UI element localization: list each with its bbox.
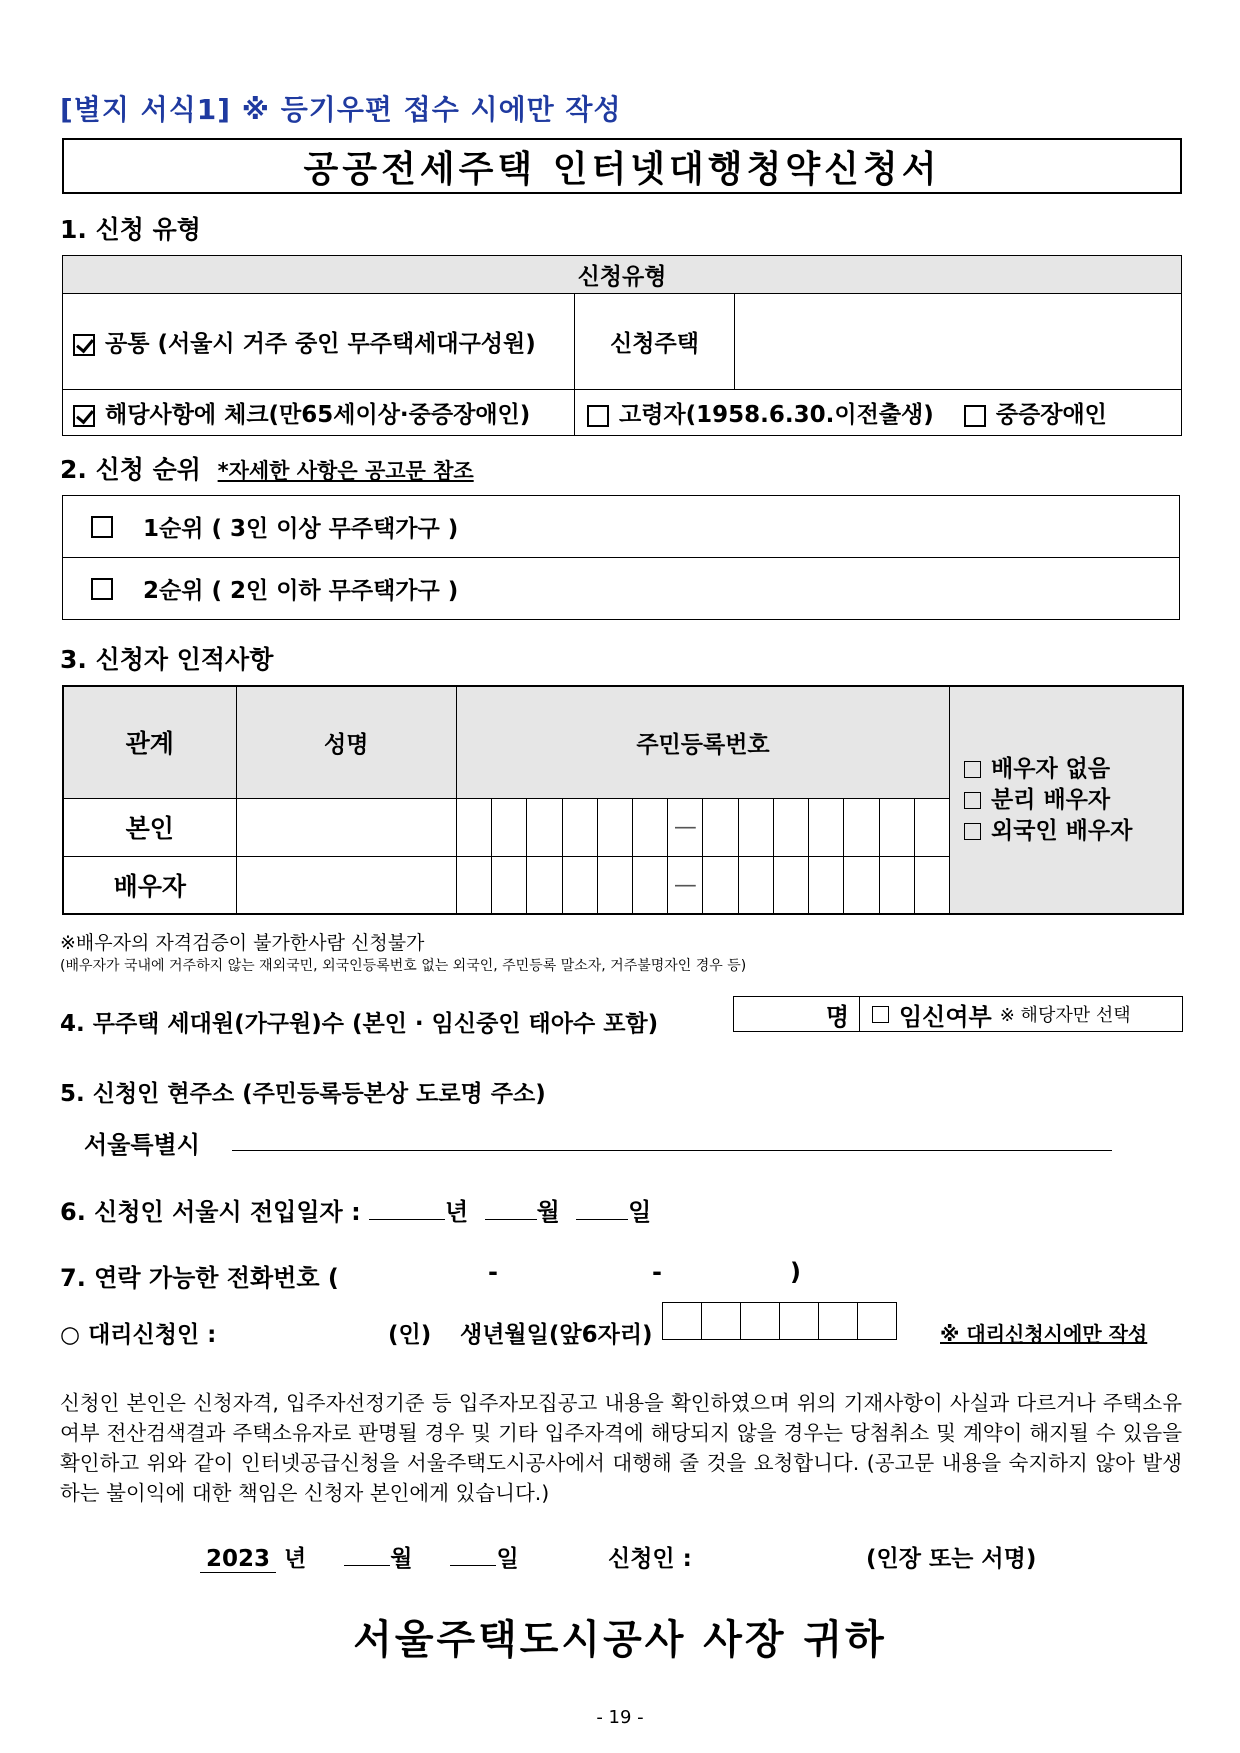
agent-note: ※ 대리신청시에만 작성 xyxy=(940,1322,1148,1346)
id-digit[interactable] xyxy=(492,856,527,914)
id-digit[interactable] xyxy=(914,798,949,856)
id-digit[interactable] xyxy=(597,798,632,856)
spouse-options-cell xyxy=(950,686,1183,914)
no-spouse-label: 배우자 없음 xyxy=(991,755,1111,782)
id-digit[interactable] xyxy=(562,856,597,914)
special-check-label: 해당사항에 체크(만65세이상·중증장애인) xyxy=(105,402,531,428)
self-name-field[interactable] xyxy=(236,798,456,856)
rank2-label: 2순위 ( 2인 이하 무주택가구 ) xyxy=(143,578,459,604)
birth-digit[interactable] xyxy=(741,1303,780,1339)
id-digit[interactable] xyxy=(879,856,914,914)
household-count-field[interactable] xyxy=(734,997,860,1031)
no-spouse-option[interactable] xyxy=(964,754,1181,785)
day-label: 일 xyxy=(628,1198,652,1226)
spouse-name-field[interactable] xyxy=(236,856,456,914)
phone-dash-1: - xyxy=(488,1258,498,1286)
signature-year-value: 2023 xyxy=(200,1546,276,1573)
id-digit[interactable] xyxy=(456,856,491,914)
special-check-cell xyxy=(63,390,575,436)
section3-heading: 3. 신청자 인적사항 xyxy=(60,645,274,674)
signature-day-label: 일 xyxy=(496,1546,519,1572)
agent-seal: (인) xyxy=(388,1322,432,1348)
section2-title: 2. 신청 순위 xyxy=(60,455,201,484)
id-digit[interactable] xyxy=(879,798,914,856)
section2-note: *자세한 사항은 공고문 참조 xyxy=(217,459,474,483)
statement-paragraph: 신청인 본인은 신청자격, 입주자선정기준 등 입주자모집공고 내용을 확인하였으며 위의 기재사항이 사실과 다르거나 주택소유여부 전산검색결과 주택소유자로 판명될 경우 및 기타 입주자격에 해당되지 않을 경우는 당첨취소 및 계약이 해지될 수 있음을 확인하고 위와 같이 인터넷공급신청을 서울주택도시공사에서 대행해 줄 것을 요청합니다. (공고문 내용을 숙지하지 않아 발생하는 불이익에 대한 책임은 신청자 본인에게 있습니다.) xyxy=(60,1391,1182,1505)
rank1-option[interactable] xyxy=(62,495,1180,558)
separated-spouse-label: 분리 배우자 xyxy=(991,786,1111,813)
applicant-label: 신청인 : xyxy=(608,1546,692,1572)
section6-heading: 6. 신청인 서울시 전입일자 : xyxy=(60,1198,361,1226)
id-digit[interactable] xyxy=(527,856,562,914)
pregnant-label: 임신여부 xyxy=(899,1002,992,1031)
signature-line xyxy=(200,1540,519,1573)
phone-dash-2: - xyxy=(652,1258,662,1286)
id-dash: — xyxy=(668,856,703,914)
id-digit[interactable] xyxy=(492,798,527,856)
id-digit[interactable] xyxy=(809,856,844,914)
agent-label: ○ 대리신청인 : xyxy=(60,1322,217,1348)
pregnant-checkbox[interactable] xyxy=(872,1006,889,1023)
page-number: - 19 - xyxy=(596,1707,644,1728)
move-in-month-field[interactable] xyxy=(485,1197,537,1220)
disabled-checkbox[interactable] xyxy=(964,405,986,427)
signature-day-field[interactable] xyxy=(450,1543,496,1566)
signature-year-label: 년 xyxy=(284,1546,307,1572)
section5-heading: 5. 신청인 현주소 (주민등록등본상 도로명 주소) xyxy=(60,1081,546,1107)
foreign-spouse-option[interactable] xyxy=(964,816,1181,847)
page-title: 공공전세주택 인터넷대행청약신청서 xyxy=(62,138,1182,194)
col-relation: 관계 xyxy=(63,686,236,798)
section6-line xyxy=(60,1192,651,1227)
elderly-checkbox[interactable] xyxy=(587,405,609,427)
form-label: [별지 서식1] ※ 등기우편 접수 시에만 작성 xyxy=(60,93,622,126)
rank1-label: 1순위 ( 3인 이상 무주택가구 ) xyxy=(143,516,459,542)
id-digit[interactable] xyxy=(773,798,808,856)
section2-heading xyxy=(60,450,474,486)
id-digit[interactable] xyxy=(844,798,879,856)
row-self-label: 본인 xyxy=(63,798,236,856)
seal-note: (인장 또는 서명) xyxy=(866,1546,1037,1572)
separated-spouse-option[interactable] xyxy=(964,785,1181,816)
id-digit[interactable] xyxy=(597,856,632,914)
household-unit: 명 xyxy=(825,1002,849,1031)
birth-digit[interactable] xyxy=(663,1303,702,1339)
separated-spouse-checkbox[interactable] xyxy=(964,792,981,809)
id-digit[interactable] xyxy=(738,856,773,914)
apply-house-label: 신청주택 xyxy=(575,294,735,390)
signature-month-label: 월 xyxy=(390,1546,413,1572)
spouse-note: ※배우자의 자격검증이 불가한사람 신청불가 xyxy=(60,932,425,954)
agent-birth-label: 생년월일(앞6자리) xyxy=(460,1322,653,1348)
household-count-box xyxy=(733,996,1183,1032)
id-digit[interactable] xyxy=(703,798,738,856)
move-in-year-field[interactable] xyxy=(369,1197,445,1220)
row-spouse-label: 배우자 xyxy=(63,856,236,914)
id-digit[interactable] xyxy=(773,856,808,914)
elderly-label: 고령자(1958.6.30.이전출생) xyxy=(619,402,934,428)
address-field[interactable] xyxy=(232,1150,1112,1151)
address-city: 서울특별시 xyxy=(84,1131,200,1159)
phone-close: ) xyxy=(790,1258,801,1286)
id-digit[interactable] xyxy=(844,856,879,914)
no-spouse-checkbox[interactable] xyxy=(964,761,981,778)
application-type-header: 신청유형 xyxy=(63,256,1182,294)
common-type-label: 공통 (서울시 거주 중인 무주택세대구성원) xyxy=(105,331,536,357)
move-in-day-field[interactable] xyxy=(576,1197,628,1220)
signature-month-field[interactable] xyxy=(344,1543,390,1566)
section7-heading: 7. 연락 가능한 전화번호 ( xyxy=(60,1264,339,1292)
application-type-table xyxy=(62,255,1182,436)
id-digit[interactable] xyxy=(456,798,491,856)
section4-heading: 4. 무주택 세대원(가구원)수 (본인 · 임신중인 태아수 포함) xyxy=(60,1011,659,1037)
birth-digit[interactable] xyxy=(780,1303,819,1339)
special-options-cell xyxy=(575,390,1182,436)
id-digit[interactable] xyxy=(914,856,949,914)
applicant-info-table xyxy=(62,685,1184,915)
checked-checkbox-icon[interactable] xyxy=(73,405,95,427)
year-label: 년 xyxy=(445,1198,469,1226)
spouse-note-detail: (배우자가 국내에 거주하지 않는 재외국민, 외국인등록번호 없는 외국인, 주민등록 말소자, 거주불명자인 경우 등) xyxy=(60,958,747,974)
checked-checkbox-icon[interactable] xyxy=(73,334,95,356)
id-digit[interactable] xyxy=(738,798,773,856)
id-digit[interactable] xyxy=(633,856,668,914)
foreign-spouse-checkbox[interactable] xyxy=(964,823,981,840)
rank2-checkbox[interactable] xyxy=(91,578,113,600)
id-digit[interactable] xyxy=(703,856,738,914)
apply-house-field[interactable] xyxy=(735,294,1182,390)
col-id-number: 주민등록번호 xyxy=(456,686,949,798)
month-label: 월 xyxy=(536,1198,560,1226)
birth-digit[interactable] xyxy=(702,1303,741,1339)
disabled-label: 중증장애인 xyxy=(995,402,1107,428)
birth-digit[interactable] xyxy=(819,1303,858,1339)
rank2-option[interactable] xyxy=(62,557,1180,620)
agent-birth-field[interactable] xyxy=(662,1302,897,1340)
id-digit[interactable] xyxy=(633,798,668,856)
foreign-spouse-label: 외국인 배우자 xyxy=(991,817,1133,844)
rank1-checkbox[interactable] xyxy=(91,516,113,538)
common-type-cell xyxy=(63,294,575,390)
id-digit[interactable] xyxy=(809,798,844,856)
addressee: 서울주택도시공사 사장 귀하 xyxy=(353,1617,887,1663)
id-digit[interactable] xyxy=(562,798,597,856)
id-dash: — xyxy=(668,798,703,856)
col-name: 성명 xyxy=(236,686,456,798)
section1-heading: 1. 신청 유형 xyxy=(60,215,201,244)
pregnant-note: ※ 해당자만 선택 xyxy=(999,1005,1131,1026)
birth-digit[interactable] xyxy=(858,1303,896,1339)
id-digit[interactable] xyxy=(527,798,562,856)
